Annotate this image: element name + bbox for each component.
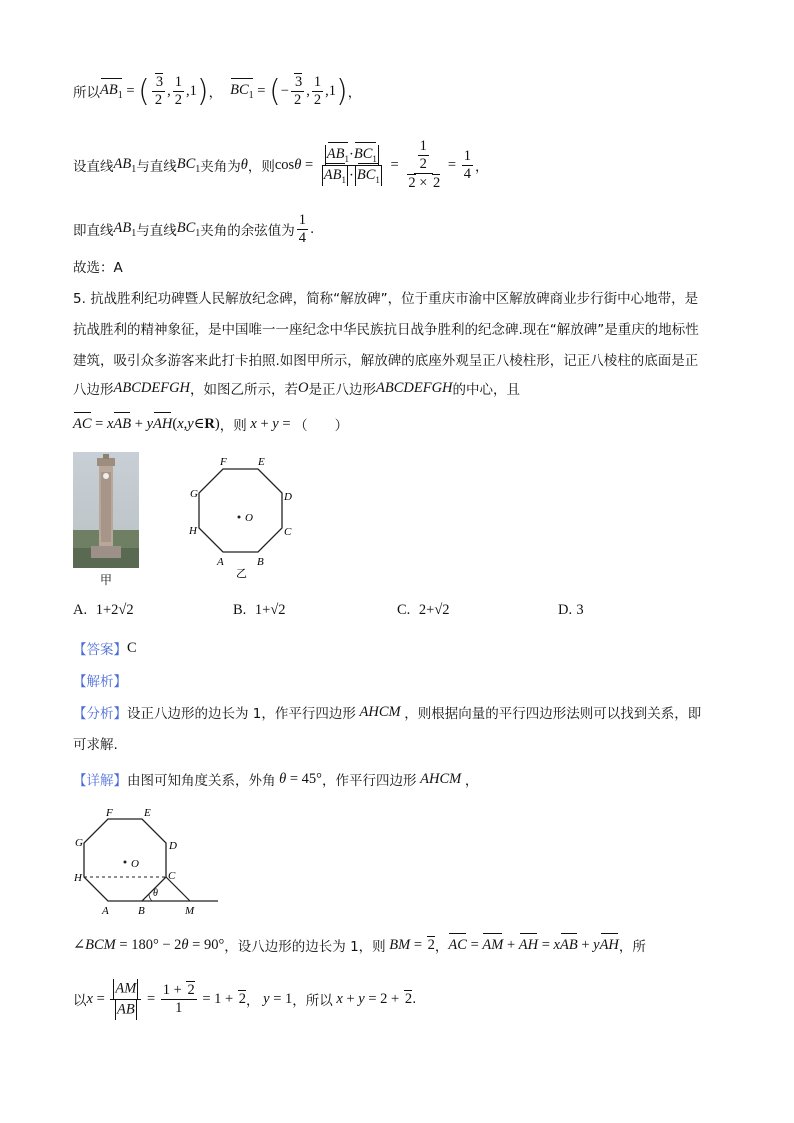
text-rutuyi: ，如图乙所示，若 <box>190 382 299 398</box>
fraction-1-over-2: $\frac{1}{2}$ <box>313 73 322 108</box>
y-value: y = 1 <box>263 990 293 1007</box>
center-dot <box>124 861 127 864</box>
end-comma: ， <box>347 85 362 101</box>
answer-tag: 【答案】 <box>73 642 127 658</box>
end-comma: ， <box>474 159 489 175</box>
final-line <box>73 975 416 1023</box>
x-plus-y: x + y = <box>250 415 295 432</box>
question-number: 5. <box>73 291 86 307</box>
angle-bcm: ∠BCM = 180° − 2θ = 90° <box>73 936 225 953</box>
xiangjie-text-7: 以 <box>73 993 87 1009</box>
xiangjie-text-9: ，所以 <box>292 993 333 1009</box>
octagon-figure <box>180 455 300 580</box>
center-dot <box>238 516 241 519</box>
cosine-line <box>73 130 488 200</box>
cos-theta: cosθ = <box>274 156 317 173</box>
text-jizhixian: 即直线 <box>73 223 114 239</box>
text-suoyi: 所以 <box>73 85 100 101</box>
xiangjie-text-3: ， <box>464 773 479 789</box>
option-a[interactable] <box>73 602 134 619</box>
line-bc1: $BC_1$ <box>176 155 201 175</box>
equals-sign: = <box>444 156 460 173</box>
monument-photo <box>73 452 139 568</box>
text-yuzhixian: 与直线 <box>136 223 177 239</box>
x-value: = 1 + 2 <box>198 991 247 1007</box>
text-babianxing: 八边形 <box>73 382 114 398</box>
option-d-value: 3 <box>576 602 584 618</box>
parallelogram-name: AHCM <box>355 703 405 720</box>
option-b-value: 1+√2 <box>254 602 286 618</box>
xiangjie-text-10: . <box>412 991 417 1007</box>
label-b: B <box>138 905 145 917</box>
caption-jia: 甲 <box>100 573 113 587</box>
option-c-value: 2+√2 <box>418 602 450 618</box>
point-o: O <box>298 379 309 396</box>
equals-sign: = <box>143 990 159 1007</box>
answer-line <box>73 638 137 658</box>
octagon-shape <box>199 469 282 552</box>
text-cosine-value: 夹角的余弦值为 <box>200 223 295 239</box>
comma: , <box>167 82 171 99</box>
text-sheline: 设直线 <box>73 159 114 175</box>
sum-value: x + y = 2 + 2 <box>336 991 413 1007</box>
period: . <box>310 221 315 237</box>
label-e: E <box>258 456 265 468</box>
coordinate-1: ,1 <box>325 82 336 99</box>
xiangjie-text-8: ， <box>246 993 260 1009</box>
vector-ab: AB <box>113 415 132 432</box>
label-d: D <box>284 491 292 503</box>
fraction-dot-over-norms: $\frac{AB_1\cdot BC_1}{AB_1 \cdot BC_1}$ <box>323 145 380 185</box>
xiangjie-text-4: ，设八边形的边长为 1，则 <box>224 939 386 955</box>
fraction-sqrt3-over-2: $\frac{3}{2}$ <box>291 73 304 108</box>
label-a: A <box>217 556 224 568</box>
text-jiajiaowei: 夹角为 <box>200 159 241 175</box>
vector-ah: AH <box>153 415 173 432</box>
equals-sign: = <box>122 82 139 99</box>
exterior-angle: θ = 45° <box>279 770 322 787</box>
label-d: D <box>169 840 177 852</box>
cosine-conclusion-line <box>73 207 314 251</box>
vector-ab1: $AB_1$ <box>100 81 123 101</box>
option-d[interactable] <box>558 602 584 619</box>
question-line-5 <box>73 414 348 434</box>
label-a: A <box>102 905 109 917</box>
label-f: F <box>106 807 113 819</box>
octagon-name: ABCDEFGH <box>113 379 191 396</box>
label-h: H <box>74 872 82 884</box>
option-a-label: A. <box>73 602 88 618</box>
vector-bc1: $BC_1$ <box>230 81 254 101</box>
option-a-value: 1+2√2 <box>95 602 134 618</box>
vector-equation: AC = AM + AH = xAB + yAH <box>448 936 619 953</box>
label-g: G <box>190 488 198 500</box>
question-text-1: 抗战胜利纪功碑暨人民解放纪念碑，简称“解放碑”，位于重庆市渝中区解放碑商业步行街中心地带，是 <box>90 291 699 307</box>
vector-coordinates-line <box>73 66 361 116</box>
option-c[interactable] <box>397 602 450 619</box>
xiangjie-line <box>73 769 478 789</box>
separator-comma: ， <box>208 85 223 101</box>
parallelogram-name: AHCM <box>416 770 465 787</box>
xiangjie-text-2: ，作平行四边形 <box>321 773 417 789</box>
xiangjie-text-1: 由图可知角度关系，外角 <box>127 773 276 789</box>
var-y: y <box>146 415 153 432</box>
fraction-am-over-ab: $\frac{AM}{AB}$ <box>110 979 141 1020</box>
answer-blank: （ ） <box>294 418 349 434</box>
label-g: G <box>75 837 83 849</box>
fenxi-line-2: 可求解. <box>73 737 118 753</box>
answer-value: C <box>127 639 137 656</box>
xiangjie-text-5: ， <box>434 939 449 955</box>
x-equals: x = <box>86 990 109 1007</box>
text-ze: ，则 <box>219 418 247 434</box>
var-x: x <box>106 415 114 432</box>
equals-sign: = <box>91 415 107 432</box>
option-c-label: C. <box>397 602 411 618</box>
fraction-1-over-4: $\frac{1}{4}$ <box>298 211 306 246</box>
domain-condition: (x,y∈R) <box>172 415 220 432</box>
label-m: M <box>185 905 195 917</box>
minus-sign: − <box>280 82 289 99</box>
text-yuzhixian: 与直线 <box>136 159 177 175</box>
paren-close: ) <box>335 73 348 109</box>
fraction-half-over-2: $\frac{\frac{1}{2}}{2 \times 2}$ <box>408 138 441 191</box>
label-b: B <box>257 556 264 568</box>
analysis-tag: 【解析】 <box>73 674 127 690</box>
line-ab1: $AB_1$ <box>113 219 137 239</box>
coordinate-1: ,1 <box>186 82 197 99</box>
fraction-1plussqrt2-over-1: $\frac{1 + 2}{1}$ <box>162 982 195 1016</box>
text-zhengbabianxing: 是正八边形 <box>308 382 376 398</box>
label-c: C <box>284 526 292 538</box>
xiangjie-text-6: ，所 <box>618 939 646 955</box>
label-o: O <box>131 858 139 870</box>
answer-choice-a: 故选：A <box>73 260 123 276</box>
paren-close: ) <box>196 73 209 109</box>
question-line-4 <box>73 378 520 398</box>
equals-sign: = <box>386 156 403 173</box>
question-line-1 <box>73 287 698 307</box>
comma: , <box>306 82 310 99</box>
paren-open: ( <box>138 73 150 109</box>
label-h: H <box>189 525 197 537</box>
fraction-1-over-2: $\frac{1}{2}$ <box>174 73 182 108</box>
angle-bcm-line <box>73 935 646 955</box>
label-theta: θ <box>153 888 158 899</box>
line-bc1: $BC_1$ <box>176 219 201 239</box>
paren-open: ( <box>269 73 281 109</box>
question-line-2: 抗战胜利的精神象征，是中国唯一一座纪念中华民族抗日战争胜利的纪念碑.现在“解放碑”是重庆的地标性 <box>73 322 699 338</box>
xiangjie-tag: 【详解】 <box>73 773 127 789</box>
option-b-label: B. <box>233 602 247 618</box>
label-e: E <box>144 807 151 819</box>
theta-arc <box>149 894 152 901</box>
question-line-3: 建筑，吸引众多游客来此打卡拍照.如图甲所示，解放碑的底座外观呈正八棱柱形，记正八棱柱的底面是正 <box>73 353 699 369</box>
octagon-name: ABCDEFGH <box>376 379 453 396</box>
option-b[interactable] <box>233 602 286 619</box>
fraction-sqrt3-over-2: $\frac{3}{2}$ <box>152 73 165 108</box>
fenxi-text-1: 设正八边形的边长为 1，作平行四边形 <box>127 706 356 722</box>
equals-sign: = <box>253 82 270 99</box>
fraction-1-over-4: $\frac{1}{4}$ <box>463 147 471 182</box>
bm-length: BM = 2 <box>389 937 435 953</box>
fenxi-tag: 【分析】 <box>73 706 127 722</box>
option-d-label: D. <box>558 602 573 618</box>
theta-symbol: θ <box>240 156 248 173</box>
plus-sign: + <box>131 415 147 432</box>
caption-yi: 乙 <box>236 567 247 580</box>
fenxi-text-2: ，则根据向量的平行四边形法则可以找到关系，即 <box>404 706 702 722</box>
label-o: O <box>245 512 253 524</box>
label-f: F <box>220 456 227 468</box>
text-ze: ，则 <box>247 159 275 175</box>
fenxi-line <box>73 702 701 722</box>
text-zhongxin: 的中心，且 <box>452 382 521 398</box>
label-c: C <box>168 870 176 882</box>
vector-ac: AC <box>73 415 92 432</box>
line-ab1: $AB_1$ <box>113 155 137 175</box>
detail-figure <box>70 805 230 920</box>
